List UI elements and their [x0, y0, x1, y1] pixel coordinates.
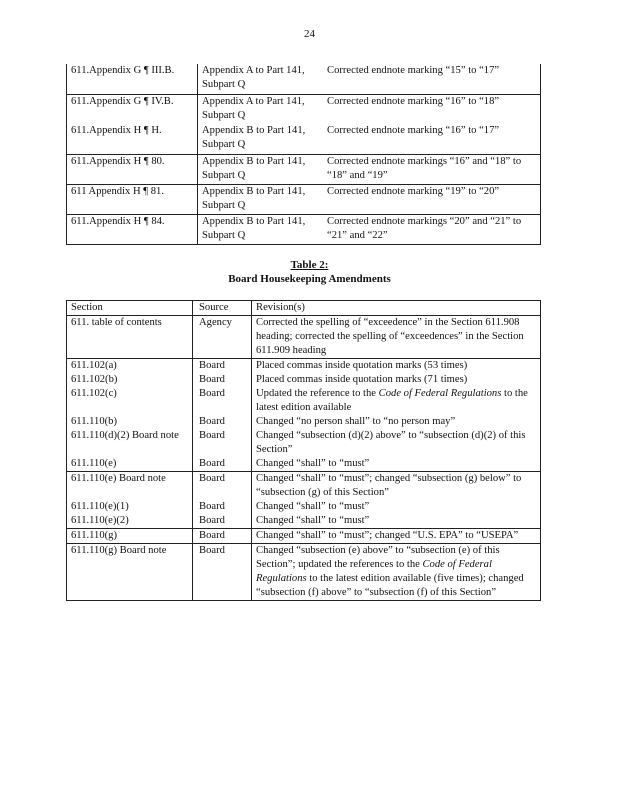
source-cell: Board: [193, 514, 252, 529]
revision-cell: Changed “shall” to “must”; changed “subsection (g) below” to “subsection (g) of this Section”: [252, 472, 541, 501]
table-2-title: Board Housekeeping Amendments: [228, 273, 391, 285]
table-row: [67, 500, 541, 514]
section-cell: 611.Appendix H ¶ H.: [67, 124, 198, 154]
source-cell: Board: [199, 360, 225, 371]
table-row: [67, 429, 541, 457]
section-cell: 611.Appendix G ¶ III.B.: [67, 64, 198, 94]
section-cell: 611.110(e): [67, 457, 193, 472]
table-row: [67, 387, 541, 415]
source-cell: Appendix B to Part 141, Subpart Q: [202, 125, 306, 150]
cfr-title: Code of Federal Regulations: [378, 388, 502, 399]
source-cell: Appendix B to Part 141, Subpart Q: [198, 154, 324, 184]
section-cell: 611.110(e)(2): [67, 514, 193, 529]
appendix-corrections-table: [66, 64, 541, 245]
source-cell: Appendix A to Part 141, Subpart Q: [202, 95, 305, 121]
table-row: [67, 316, 541, 359]
source-cell: Appendix B to Part 141, Subpart Q: [198, 184, 324, 214]
section-cell: 611. table of contents: [67, 316, 193, 359]
source-cell: Board: [199, 388, 225, 399]
revision-cell: Corrected endnote markings “20” and “21” to “21” and “22”: [323, 214, 541, 244]
revision-cell: Placed commas inside quotation marks (53 times): [252, 359, 541, 374]
revision-cell: Changed “shall” to “must”: [252, 514, 541, 529]
table-row: [67, 124, 541, 154]
table-row: [67, 154, 541, 184]
section-cell: 611.102(a): [67, 359, 193, 374]
section-cell: 611.102(b): [67, 373, 193, 387]
cfr-title: Code of Federal Regulations: [256, 559, 492, 584]
revision-cell: [252, 544, 541, 601]
revision-cell: Changed “no person shall” to “no person may”: [252, 415, 541, 429]
table-2-caption: [0, 258, 619, 286]
page-number: 24: [304, 28, 315, 40]
table-2-label: Table 2:: [290, 259, 329, 271]
table-row: [67, 359, 541, 374]
source-cell: Board: [199, 501, 225, 512]
revision-cell: Corrected endnote marking “19” to “20”: [323, 184, 541, 214]
revision-cell: Changed “shall” to “must”: [252, 457, 541, 472]
source-cell: Board: [199, 473, 225, 484]
source-header: Source: [193, 301, 252, 316]
revision-cell: Corrected the spelling of “exceedence” in the Section 611.908 heading; corrected the spelling of “exceedences” in the Section 611.909 heading: [252, 316, 541, 359]
table-row: [67, 415, 541, 429]
table-row: [67, 529, 541, 544]
table-row: [67, 373, 541, 387]
table-row: [67, 472, 541, 501]
section-header: Section: [67, 301, 193, 316]
source-cell: Board: [199, 430, 225, 441]
section-cell: 611.110(g) Board note: [67, 544, 193, 601]
revision-cell: Placed commas inside quotation marks (71 times): [252, 373, 541, 387]
revision-cell: Corrected endnote marking “15” to “17”: [323, 64, 541, 94]
revision-cell: Corrected endnote markings “16” and “18” to “18” and “19”: [323, 154, 541, 184]
section-cell: 611.110(e)(1): [67, 500, 193, 514]
table-row: [67, 64, 541, 94]
revision-cell: Changed “shall” to “must”; changed “U.S. EPA” to “USEPA”: [252, 529, 541, 544]
revision-cell: Corrected endnote marking “16” to “18”: [327, 95, 500, 107]
table-header-row: [67, 301, 541, 316]
source-cell: Board: [193, 457, 252, 472]
board-housekeeping-table: [66, 300, 541, 601]
revision-text: Changed “subsection (e) above” to “subsection (e) of this Section”; updated the references to the: [256, 545, 500, 570]
section-cell: 611.110(g): [67, 529, 193, 544]
source-cell: Board: [199, 416, 225, 427]
table-row: [67, 214, 541, 244]
section-cell: 611.Appendix H ¶ 84.: [67, 214, 198, 244]
table-row: [67, 184, 541, 214]
section-cell: 611.102(c): [67, 387, 193, 415]
source-cell: Appendix B to Part 141, Subpart Q: [198, 214, 324, 244]
table-row: [67, 514, 541, 529]
section-cell: 611 Appendix H ¶ 81.: [67, 184, 198, 214]
section-cell: 611.Appendix H ¶ 80.: [67, 154, 198, 184]
source-cell: Board: [193, 529, 252, 544]
section-cell: 611.110(e) Board note: [67, 472, 193, 501]
table-row: [67, 457, 541, 472]
section-cell: 611.Appendix G ¶ IV.B.: [67, 94, 198, 124]
revision-cell: [252, 387, 541, 415]
source-cell: Board: [193, 544, 252, 601]
table-row: [67, 544, 541, 601]
section-cell: 611.110(d)(2) Board note: [67, 429, 193, 457]
revision-cell: Changed “shall” to “must”: [252, 500, 541, 514]
revision-text: to the latest edition available (five times); changed “subsection (f) above” to “subsection (f) of this Section”: [256, 573, 524, 598]
revision-header: Revision(s): [252, 301, 541, 316]
source-cell: Agency: [193, 316, 252, 359]
revision-text: to the latest edition available: [256, 388, 528, 413]
source-cell: Appendix A to Part 141, Subpart Q: [198, 64, 324, 94]
revision-cell: Corrected endnote marking “16” to “17”: [327, 125, 500, 136]
revision-text: Updated the reference to the: [256, 388, 379, 399]
table-row: [67, 94, 541, 124]
source-cell: Board: [199, 374, 225, 385]
section-cell: 611.110(b): [67, 415, 193, 429]
revision-cell: Changed “subsection (d)(2) above” to “subsection (d)(2) of this Section”: [252, 429, 541, 457]
